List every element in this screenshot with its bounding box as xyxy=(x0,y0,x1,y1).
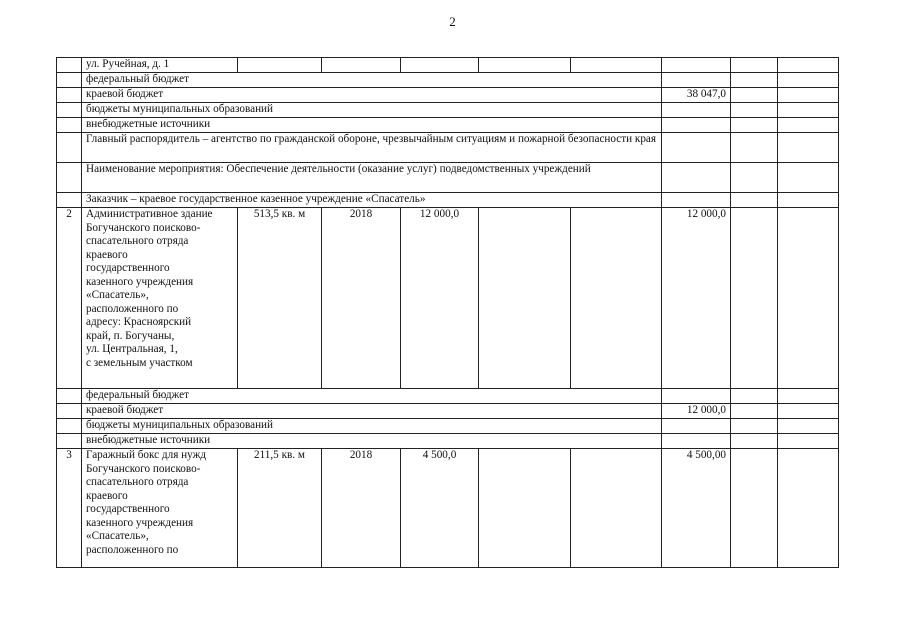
object-name: Гаражный бокс для нужд Богучанского поисково- спасательного отряда краевого государственного казенного учреждения «Спасатель», расположенного по xyxy=(82,449,238,568)
investment-table xyxy=(56,57,839,568)
table-row xyxy=(57,58,839,73)
object-total: 4 500,00 xyxy=(662,449,731,568)
table-row xyxy=(57,118,839,133)
customer-text: Заказчик – краевое государственное казенное учреждение «Спасатель» xyxy=(82,193,662,208)
table-row xyxy=(57,449,839,568)
funding-extra-label: внебюджетные источники xyxy=(82,434,662,449)
table-row xyxy=(57,103,839,118)
table-row xyxy=(57,133,839,163)
table-row xyxy=(57,88,839,103)
object-total: 12 000,0 xyxy=(662,208,731,389)
funding-regional-label: краевой бюджет xyxy=(82,404,662,419)
funding-extra-label: внебюджетные источники xyxy=(82,118,662,133)
object-number: 3 xyxy=(57,449,82,568)
object-cost: 12 000,0 xyxy=(401,208,479,389)
main-manager-text: Главный распорядитель – агентство по гражданской обороне, чрезвычайным ситуациям и пожарной безопасности края xyxy=(82,133,662,163)
funding-federal-label: федеральный бюджет xyxy=(82,389,662,404)
funding-municipal-label: бюджеты муниципальных образований xyxy=(82,419,662,434)
object-name: Административное здание Богучанского поисково- спасательного отряда краевого государственного казенного учреждения «Спасатель», расположенного по адресу: Красноярский край, п. Богучаны, ул. Центральная, 1, с земельным участком xyxy=(82,208,238,389)
funding-regional-value: 38 047,0 xyxy=(662,88,731,103)
object-area: 211,5 кв. м xyxy=(238,449,322,568)
page-number: 2 xyxy=(449,14,456,29)
table-row xyxy=(57,73,839,88)
object-area: 513,5 кв. м xyxy=(238,208,322,389)
table-row xyxy=(57,163,839,193)
object-address-tail: ул. Ручейная, д. 1 xyxy=(82,58,238,73)
table-row xyxy=(57,208,839,389)
funding-federal-label: федеральный бюджет xyxy=(82,73,662,88)
funding-regional-value: 12 000,0 xyxy=(662,404,731,419)
object-year: 2018 xyxy=(322,449,401,568)
object-number: 2 xyxy=(57,208,82,389)
table-row xyxy=(57,389,839,404)
funding-municipal-label: бюджеты муниципальных образований xyxy=(82,103,662,118)
funding-regional-label: краевой бюджет xyxy=(82,88,662,103)
table-row xyxy=(57,419,839,434)
object-cost: 4 500,0 xyxy=(401,449,479,568)
object-year: 2018 xyxy=(322,208,401,389)
event-name-text: Наименование мероприятия: Обеспечение деятельности (оказание услуг) подведомственных учреждений xyxy=(82,163,662,193)
table-row xyxy=(57,404,839,419)
table-row xyxy=(57,193,839,208)
table-row xyxy=(57,434,839,449)
